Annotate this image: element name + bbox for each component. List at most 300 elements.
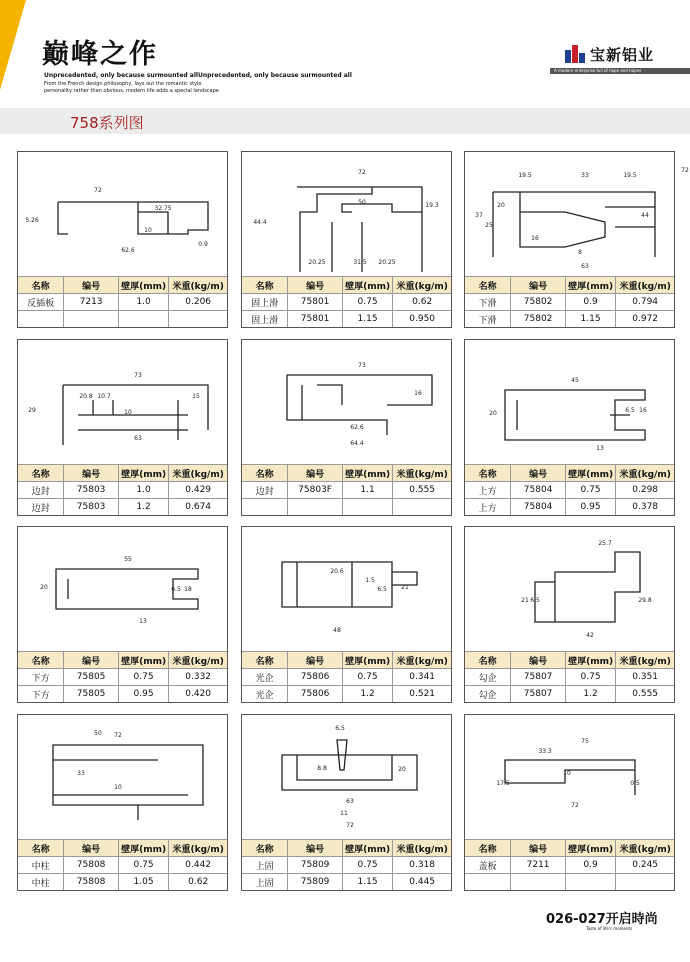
dimension-label: 44 <box>641 212 649 219</box>
dimension-label: 11 <box>340 810 348 817</box>
spec-header-cell: 米重(kg/m) <box>616 652 674 669</box>
spec-header-cell: 名称 <box>18 277 64 294</box>
page-title: 巅峰之作 <box>42 39 158 70</box>
dimension-label: 20 <box>398 766 406 773</box>
table-row <box>242 686 451 703</box>
profile-drawing <box>242 152 451 276</box>
table-row <box>465 686 674 703</box>
spec-cell: 0.332 <box>169 669 227 686</box>
spec-cell: 上固 <box>242 857 288 874</box>
spec-header-cell: 编号 <box>511 652 566 669</box>
dimension-label: 10 <box>144 227 152 234</box>
dimension-label: 37 <box>475 212 483 219</box>
spec-header-cell: 壁厚(mm) <box>118 465 168 482</box>
dimension-label: 5.26 <box>25 217 39 224</box>
spec-header-cell: 名称 <box>18 652 64 669</box>
spec-cell: 反插板 <box>18 294 64 311</box>
spec-header-cell: 名称 <box>465 465 511 482</box>
spec-cell: 0.95 <box>118 686 168 703</box>
spec-header-cell: 编号 <box>288 840 343 857</box>
dimension-label: 25.7 <box>598 540 612 547</box>
spec-cell: 中柱 <box>18 874 64 891</box>
spec-header-cell: 壁厚(mm) <box>342 652 392 669</box>
spec-header-cell: 壁厚(mm) <box>565 840 615 857</box>
profile-outline <box>505 390 645 440</box>
spec-header-row <box>465 465 674 482</box>
spec-header-cell: 编号 <box>511 277 566 294</box>
profile-card <box>17 151 228 328</box>
spec-header-cell: 米重(kg/m) <box>393 277 451 294</box>
spec-table <box>18 839 227 890</box>
spec-cell: 75803 <box>64 499 119 516</box>
spec-cell: 0.318 <box>393 857 451 874</box>
spec-cell: 0.445 <box>393 874 451 891</box>
spec-header-row <box>18 840 227 857</box>
dimension-label: 29 <box>28 407 36 414</box>
spec-cell: 1.2 <box>118 499 168 516</box>
spec-cell: 75807 <box>511 669 566 686</box>
spec-cell: 75808 <box>64 857 119 874</box>
dimension-label: 72 <box>681 167 689 174</box>
dimension-label: 55 <box>124 556 132 563</box>
table-row <box>18 311 227 328</box>
spec-table <box>242 276 451 327</box>
dimension-label: 63 <box>346 798 354 805</box>
dimension-label: 72 <box>114 732 122 739</box>
profile-drawing <box>242 340 451 464</box>
spec-cell: 75809 <box>288 857 343 874</box>
spec-cell: 1.05 <box>118 874 168 891</box>
spec-header-cell: 壁厚(mm) <box>565 465 615 482</box>
dimension-label: 31.5 <box>353 259 367 266</box>
spec-cell <box>465 874 511 891</box>
dimension-label: 50 <box>358 199 366 206</box>
profile-drawing <box>242 527 451 651</box>
spec-header-cell: 米重(kg/m) <box>393 652 451 669</box>
profile-card <box>17 526 228 703</box>
spec-header-cell: 米重(kg/m) <box>616 840 674 857</box>
spec-cell: 7211 <box>511 857 566 874</box>
spec-cell: 0.950 <box>393 311 451 328</box>
dimension-label: 10.7 <box>97 393 111 400</box>
spec-cell: 下方 <box>18 686 64 703</box>
dimension-label: 33.3 <box>538 748 552 755</box>
spec-header-cell: 名称 <box>18 465 64 482</box>
spec-cell: 0.521 <box>393 686 451 703</box>
spec-header-cell: 名称 <box>18 840 64 857</box>
profile-card <box>241 339 452 516</box>
tagline-sub <box>44 81 284 94</box>
dimension-label: 16 <box>414 390 422 397</box>
spec-header-cell: 编号 <box>511 840 566 857</box>
spec-header-cell: 名称 <box>465 277 511 294</box>
spec-header-cell: 壁厚(mm) <box>342 277 392 294</box>
spec-header-cell: 编号 <box>288 652 343 669</box>
dimension-label: 50 <box>94 730 102 737</box>
dimension-label: 63 <box>134 435 142 442</box>
dimension-label: 13 <box>139 618 147 625</box>
dimension-label: 16 <box>531 235 539 242</box>
dimension-label: 1.5 <box>365 577 375 584</box>
spec-header-cell: 名称 <box>242 465 288 482</box>
spec-cell: 盖板 <box>465 857 511 874</box>
profile-outline <box>493 192 655 257</box>
spec-header-cell: 米重(kg/m) <box>616 277 674 294</box>
spec-cell: 0.555 <box>393 482 451 499</box>
profile-card <box>464 714 675 891</box>
dimension-label: 20.25 <box>378 259 396 266</box>
spec-table <box>242 839 451 890</box>
spec-header-cell: 编号 <box>64 277 119 294</box>
spec-cell: 0.75 <box>118 669 168 686</box>
spec-cell: 1.2 <box>342 686 392 703</box>
spec-header-cell: 米重(kg/m) <box>616 465 674 482</box>
page-number: 026-027开启時尚 <box>546 912 658 927</box>
profile-card <box>241 526 452 703</box>
dimension-label: 13 <box>596 445 604 452</box>
spec-header-cell: 壁厚(mm) <box>342 465 392 482</box>
dimension-label: 6.5 <box>625 407 635 414</box>
spec-cell: 75804 <box>511 482 566 499</box>
dimension-label: 15 <box>192 393 200 400</box>
spec-cell: 75801 <box>288 311 343 328</box>
spec-header-row <box>242 277 451 294</box>
spec-cell: 边封 <box>18 482 64 499</box>
dimension-label: 21 <box>521 597 529 604</box>
table-row <box>18 482 227 499</box>
dimension-label: 20 <box>497 202 505 209</box>
spec-cell <box>64 311 119 328</box>
spec-header-cell: 编号 <box>288 465 343 482</box>
table-row <box>465 874 674 891</box>
spec-cell: 0.972 <box>616 311 674 328</box>
dimension-label: 8.8 <box>317 765 327 772</box>
spec-cell: 0.341 <box>393 669 451 686</box>
spec-cell <box>18 311 64 328</box>
spec-cell: 光企 <box>242 669 288 686</box>
spec-cell: 75801 <box>288 294 343 311</box>
spec-table <box>242 651 451 702</box>
dimension-label: 75 <box>581 738 589 745</box>
dimension-label: 32.75 <box>154 205 172 212</box>
profile-card <box>464 526 675 703</box>
spec-cell <box>393 499 451 516</box>
spec-header-cell: 壁厚(mm) <box>342 840 392 857</box>
spec-table <box>242 464 451 515</box>
dimension-label: 16 <box>639 407 647 414</box>
table-row <box>18 499 227 516</box>
dimension-label: 20 <box>489 410 497 417</box>
spec-cell: 上方 <box>465 499 511 516</box>
tagline-sub-line-2: personality rather than obvious, modern life adds a special landscape <box>44 87 219 94</box>
dimension-label: 73 <box>358 362 366 369</box>
profile-outline <box>282 562 417 607</box>
spec-cell: 1.0 <box>118 294 168 311</box>
brand-slogan: A modern enterprise full of hope and hopes <box>550 68 690 74</box>
spec-header-cell: 米重(kg/m) <box>169 840 227 857</box>
spec-header-cell: 名称 <box>242 277 288 294</box>
spec-cell: 1.0 <box>118 482 168 499</box>
spec-header-cell: 壁厚(mm) <box>118 277 168 294</box>
dimension-label: 19.3 <box>425 202 439 209</box>
spec-cell: 0.9 <box>565 294 615 311</box>
spec-header-cell: 编号 <box>64 840 119 857</box>
dimension-label: 8 <box>578 249 582 256</box>
dimension-label: 10 <box>114 784 122 791</box>
dimension-label: 29.8 <box>638 597 652 604</box>
table-row <box>18 669 227 686</box>
spec-cell: 75802 <box>511 311 566 328</box>
table-row <box>242 499 451 516</box>
tagline: Unprecedented, only because surmounted allUnprecedented, only because surmounted all <box>44 72 352 79</box>
spec-header-cell: 壁厚(mm) <box>565 652 615 669</box>
table-row <box>465 857 674 874</box>
spec-header-cell: 壁厚(mm) <box>118 652 168 669</box>
spec-cell <box>242 499 288 516</box>
profile-drawing <box>18 527 227 651</box>
spec-cell: 0.420 <box>169 686 227 703</box>
spec-cell: 下滑 <box>465 294 511 311</box>
dimension-label: 48 <box>333 627 341 634</box>
spec-header-cell: 名称 <box>465 840 511 857</box>
spec-header-cell: 编号 <box>288 277 343 294</box>
table-row <box>18 294 227 311</box>
profile-drawing <box>18 152 227 276</box>
spec-cell: 75808 <box>64 874 119 891</box>
table-row <box>242 482 451 499</box>
table-row <box>242 857 451 874</box>
profile-drawing <box>242 715 451 839</box>
spec-cell: 7213 <box>64 294 119 311</box>
dimension-label: 17.5 <box>496 780 510 787</box>
spec-header-cell: 编号 <box>64 465 119 482</box>
dimension-label: 20.25 <box>308 259 326 266</box>
spec-cell: 边封 <box>18 499 64 516</box>
profile-drawing <box>18 715 227 839</box>
spec-cell: 勾企 <box>465 686 511 703</box>
profile-card <box>241 151 452 328</box>
spec-cell: 0.245 <box>616 857 674 874</box>
spec-header-cell: 米重(kg/m) <box>393 465 451 482</box>
spec-cell: 0.555 <box>616 686 674 703</box>
spec-cell: 勾企 <box>465 669 511 686</box>
spec-cell: 0.75 <box>342 669 392 686</box>
table-row <box>242 311 451 328</box>
spec-cell <box>118 311 168 328</box>
profile-outline <box>53 745 203 820</box>
spec-header-cell: 米重(kg/m) <box>169 652 227 669</box>
spec-cell: 1.1 <box>342 482 392 499</box>
spec-header-cell: 编号 <box>64 652 119 669</box>
spec-cell <box>169 311 227 328</box>
dimension-label: 62.6 <box>350 424 364 431</box>
dimension-label: 72 <box>571 802 579 809</box>
brand-logo <box>550 42 690 82</box>
spec-cell: 固上滑 <box>242 311 288 328</box>
profile-outline <box>535 552 640 622</box>
spec-cell: 光企 <box>242 686 288 703</box>
spec-cell: 1.15 <box>342 311 392 328</box>
spec-table <box>18 464 227 515</box>
spec-cell: 0.794 <box>616 294 674 311</box>
profile-card <box>464 339 675 516</box>
spec-header-row <box>242 840 451 857</box>
profile-outline <box>505 760 635 795</box>
spec-cell: 75806 <box>288 686 343 703</box>
dimension-label: 6.5 <box>377 586 387 593</box>
spec-cell: 0.674 <box>169 499 227 516</box>
dimension-label: 18 <box>184 586 192 593</box>
spec-table <box>465 464 674 515</box>
profile-outline <box>58 202 208 234</box>
brand-mark-icon <box>564 42 586 64</box>
profile-drawing <box>465 527 674 651</box>
spec-cell: 0.62 <box>169 874 227 891</box>
spec-cell: 0.351 <box>616 669 674 686</box>
dimension-label: 19.5 <box>518 172 532 179</box>
brand-name: 宝新铝业 <box>590 46 655 64</box>
footer-subtitle: Taste of life's moments <box>586 926 633 931</box>
spec-cell: 0.75 <box>118 857 168 874</box>
dimension-label: 33 <box>581 172 589 179</box>
profile-drawing <box>465 340 674 464</box>
spec-cell: 0.62 <box>393 294 451 311</box>
spec-cell <box>511 874 566 891</box>
dimension-label: 72 <box>358 169 366 176</box>
table-row <box>18 686 227 703</box>
spec-cell: 0.9 <box>565 857 615 874</box>
spec-cell <box>565 874 615 891</box>
spec-cell <box>616 874 674 891</box>
spec-header-row <box>465 840 674 857</box>
spec-cell: 下方 <box>18 669 64 686</box>
spec-cell: 75803 <box>64 482 119 499</box>
spec-cell: 0.75 <box>342 857 392 874</box>
spec-header-cell: 壁厚(mm) <box>565 277 615 294</box>
spec-table <box>18 651 227 702</box>
spec-table <box>465 839 674 890</box>
spec-header-row <box>242 465 451 482</box>
spec-cell: 上方 <box>465 482 511 499</box>
spec-cell: 75803F <box>288 482 343 499</box>
spec-cell: 中柱 <box>18 857 64 874</box>
dimension-label: 20.6 <box>330 568 344 575</box>
dimension-label: 10 <box>563 770 571 777</box>
dimension-label: 64.4 <box>350 440 364 447</box>
spec-header-row <box>18 465 227 482</box>
profile-drawing <box>465 715 674 839</box>
dimension-label: 44.4 <box>253 219 267 226</box>
spec-cell: 75802 <box>511 294 566 311</box>
profile-drawing <box>465 152 689 276</box>
spec-cell: 0.429 <box>169 482 227 499</box>
spec-header-cell: 名称 <box>242 652 288 669</box>
table-row <box>242 294 451 311</box>
dimension-label: 6.5 <box>530 597 540 604</box>
spec-header-row <box>465 277 674 294</box>
table-row <box>18 857 227 874</box>
dimension-label: 73 <box>134 372 142 379</box>
spec-cell: 0.298 <box>616 482 674 499</box>
table-row <box>18 874 227 891</box>
spec-header-cell: 名称 <box>465 652 511 669</box>
spec-header-row <box>465 652 674 669</box>
spec-cell: 0.378 <box>616 499 674 516</box>
spec-cell: 1.15 <box>342 874 392 891</box>
table-row <box>242 874 451 891</box>
spec-cell: 边封 <box>242 482 288 499</box>
dimension-label: 0.5 <box>630 780 640 787</box>
table-row <box>465 311 674 328</box>
spec-cell: 75806 <box>288 669 343 686</box>
spec-header-cell: 米重(kg/m) <box>169 465 227 482</box>
spec-header-cell: 编号 <box>511 465 566 482</box>
spec-cell: 固上滑 <box>242 294 288 311</box>
spec-header-cell: 名称 <box>242 840 288 857</box>
table-row <box>465 482 674 499</box>
spec-header-row <box>18 652 227 669</box>
table-row <box>465 669 674 686</box>
spec-cell: 1.2 <box>565 686 615 703</box>
corner-decoration <box>0 0 26 90</box>
spec-cell: 0.75 <box>342 294 392 311</box>
dimension-label: 19.5 <box>623 172 637 179</box>
dimension-label: 42 <box>586 632 594 639</box>
spec-table <box>465 651 674 702</box>
series-title: 758系列图 <box>70 114 144 132</box>
table-row <box>465 294 674 311</box>
table-row <box>242 669 451 686</box>
spec-header-cell: 米重(kg/m) <box>393 840 451 857</box>
dimension-label: 6.5 <box>171 586 181 593</box>
dimension-label: 72 <box>346 822 354 829</box>
spec-header-row <box>242 652 451 669</box>
spec-table <box>18 276 227 327</box>
profile-card <box>464 151 689 328</box>
spec-header-row <box>18 277 227 294</box>
spec-cell: 0.95 <box>565 499 615 516</box>
profile-card <box>17 714 228 891</box>
spec-cell: 0.442 <box>169 857 227 874</box>
spec-cell: 75809 <box>288 874 343 891</box>
spec-cell: 75805 <box>64 669 119 686</box>
profile-card <box>241 714 452 891</box>
dimension-label: 20 <box>40 584 48 591</box>
profile-card <box>17 339 228 516</box>
spec-cell <box>342 499 392 516</box>
tagline-sub-line-1: From the French design philosophy, lays out the romantic style <box>44 81 202 87</box>
spec-cell: 75807 <box>511 686 566 703</box>
dimension-label: 72 <box>94 187 102 194</box>
dimension-label: 20.8 <box>79 393 93 400</box>
profile-drawing <box>18 340 227 464</box>
dimension-label: 45 <box>571 377 579 384</box>
spec-cell: 75805 <box>64 686 119 703</box>
spec-cell: 下滑 <box>465 311 511 328</box>
spec-cell <box>288 499 343 516</box>
spec-cell: 0.206 <box>169 294 227 311</box>
spec-cell: 1.15 <box>565 311 615 328</box>
dimension-label: 0.9 <box>198 241 208 248</box>
table-row <box>465 499 674 516</box>
dimension-label: 63 <box>581 263 589 270</box>
dimension-label: 62.6 <box>121 247 135 254</box>
dimension-label: 21 <box>401 584 409 591</box>
spec-cell: 0.75 <box>565 482 615 499</box>
spec-table <box>465 276 674 327</box>
spec-cell: 上固 <box>242 874 288 891</box>
spec-cell: 75804 <box>511 499 566 516</box>
